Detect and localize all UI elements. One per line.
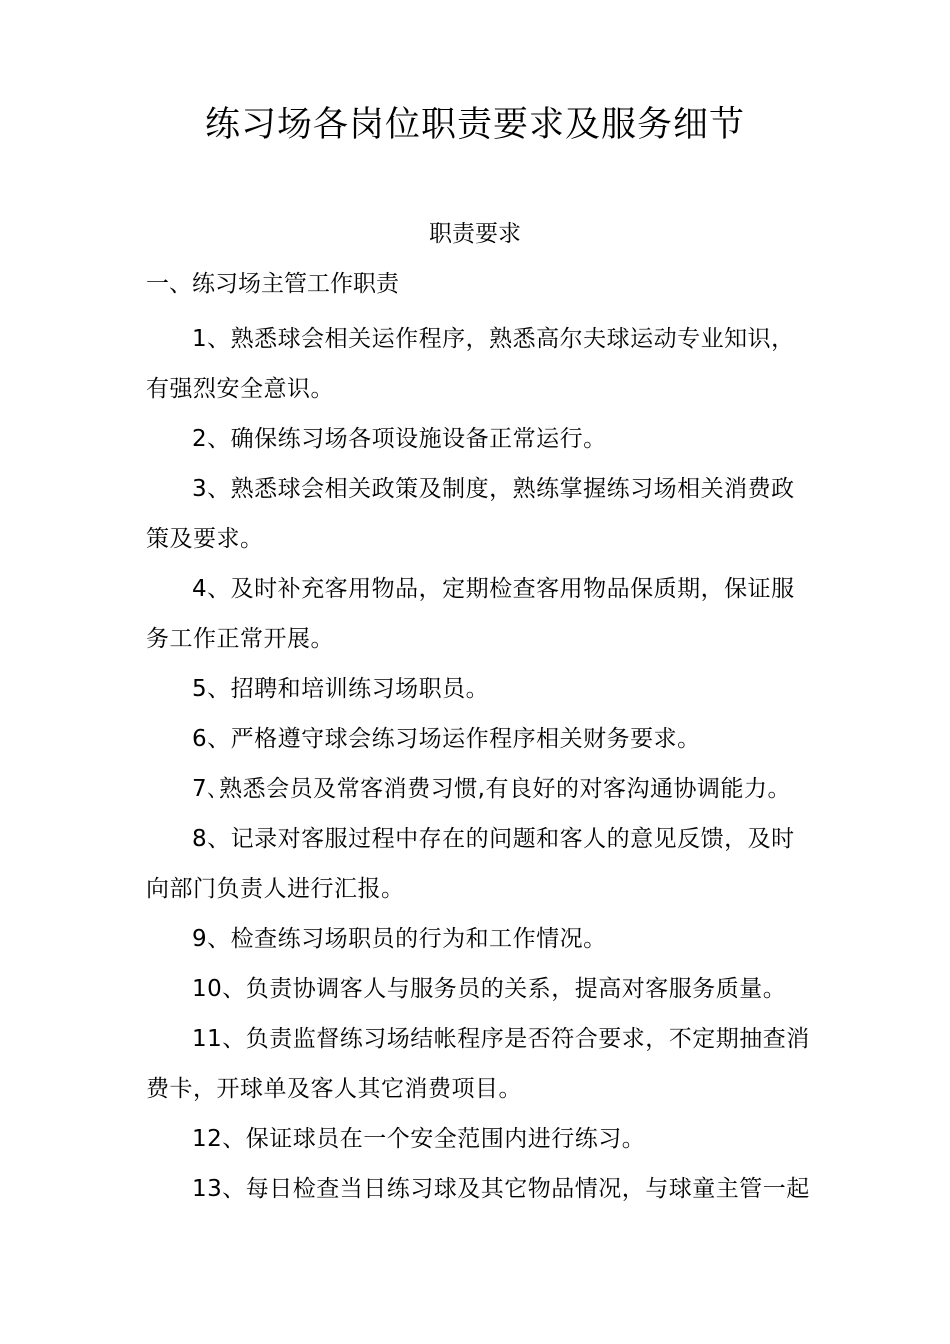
duty-item-5: 5、招聘和培训练习场职员。 xyxy=(192,676,490,702)
duty-item-6: 6、严格遵守球会练习场运作程序相关财务要求。 xyxy=(192,726,701,752)
duty-item-11: 11、负责监督练习场结帐程序是否符合要求，不定期抽查消费卡，开球单及客人其它消费项目。 xyxy=(146,1026,810,1102)
document-title: 练习场各岗位职责要求及服务细节 xyxy=(204,105,745,145)
section-heading: 一、练习场主管工作职责 xyxy=(146,271,399,297)
duty-item-3: 3、熟悉球会相关政策及制度，熟练掌握练习场相关消费政策及要求。 xyxy=(146,476,795,552)
duty-item-12: 12、保证球员在一个安全范围内进行练习。 xyxy=(192,1126,646,1152)
duty-item-1: 1、熟悉球会相关运作程序，熟悉高尔夫球运动专业知识，有强烈安全意识。 xyxy=(146,326,795,402)
duty-item-2: 2、确保练习场各项设施设备正常运行。 xyxy=(192,426,607,452)
duty-item-10: 10、负责协调客人与服务员的关系，提高对客服务质量。 xyxy=(192,976,787,1002)
duty-item-8: 8、记录对客服过程中存在的问题和客人的意见反馈，及时向部门负责人进行汇报。 xyxy=(146,826,795,902)
section-subtitle: 职责要求 xyxy=(429,221,521,247)
duty-item-9: 9、检查练习场职员的行为和工作情况。 xyxy=(192,926,607,952)
duty-item-4: 4、及时补充客用物品，定期检查客用物品保质期，保证服务工作正常开展。 xyxy=(146,576,795,652)
duty-item-7: 7､熟悉会员及常客消费习惯,有良好的对客沟通协调能力。 xyxy=(192,776,791,802)
duty-item-13: 13、每日检查当日练习球及其它物品情况，与球童主管一起 xyxy=(192,1176,810,1202)
duty-list xyxy=(146,314,810,1214)
